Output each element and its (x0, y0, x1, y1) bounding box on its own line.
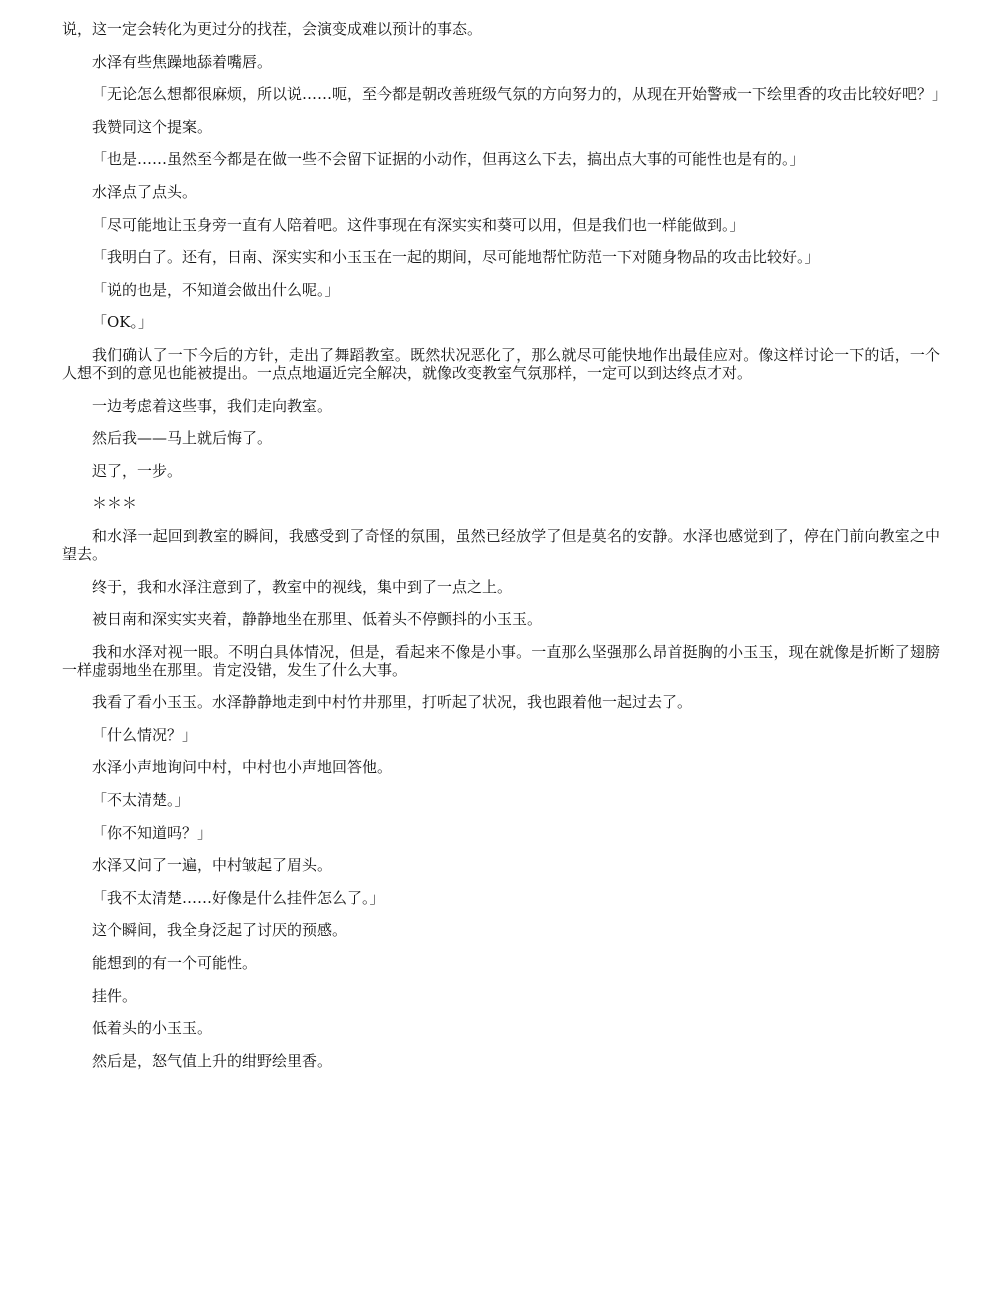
paragraph: 水泽小声地询问中村，中村也小声地回答他。 (92, 758, 393, 777)
paragraph: 「OK。」 (92, 313, 154, 332)
paragraph: 我赞同这个提案。 (92, 117, 213, 136)
paragraph: 和水泽一起回到教室的瞬间，我感受到了奇怪的氛围，虽然已经放学了但是莫名的安静。水泽也感觉到了，停在门前向教室之中望去。 (62, 526, 940, 563)
paragraph: 「无论怎么想都很麻烦，所以说……呃，至今都是朝改善班级气氛的方向努力的，从现在开始警戒一下绘里香的攻击比较好吧？」 (92, 85, 948, 104)
paragraph: 我们确认了一下今后的方针，走出了舞蹈教室。既然状况恶化了，那么就尽可能快地作出最佳应对。像这样讨论一下的话，一个人想不到的意见也能被提出。一点点地逼近完全解决，就像改变教室气氛那样，一定可以到达终点才对。 (62, 345, 940, 382)
paragraph: 「你不知道吗？」 (92, 823, 213, 842)
paragraph: 水泽有些焦躁地舔着嘴唇。 (92, 52, 273, 71)
paragraph: 「也是……虽然至今都是在做一些不会留下证据的小动作，但再这么下去，搞出点大事的可能性也是有的。」 (92, 150, 805, 169)
paragraph: 终于，我和水泽注意到了，教室中的视线，集中到了一点之上。 (92, 577, 513, 596)
paragraph: 然后我——马上就后悔了。 (92, 429, 273, 448)
paragraph: 然后是，怒气值上升的绀野绘里香。 (92, 1051, 333, 1070)
paragraph: 水泽点了点头。 (92, 182, 198, 201)
paragraph: 我和水泽对视一眼。不明白具体情况，但是，看起来不像是小事。一直那么坚强那么昂首挺胸的小玉玉，现在就像是折断了翅膀一样虚弱地坐在那里。肯定没错，发生了什么大事。 (62, 642, 940, 679)
paragraph: 「说的也是，不知道会做出什么呢。」 (92, 280, 340, 299)
paragraph: 被日南和深实实夹着，静静地坐在那里、低着头不停颤抖的小玉玉。 (92, 610, 543, 629)
section-break: ＊＊＊ (92, 494, 138, 513)
paragraph: 我看了看小玉玉。水泽静静地走到中村竹井那里，打听起了状况，我也跟着他一起过去了。 (92, 693, 693, 712)
paragraph: 低着头的小玉玉。 (92, 1019, 213, 1038)
paragraph: 「尽可能地让玉身旁一直有人陪着吧。这件事现在有深实实和葵可以用，但是我们也一样能做到。」 (92, 215, 745, 234)
paragraph: 迟了，一步。 (92, 461, 183, 480)
paragraph: 能想到的有一个可能性。 (92, 954, 258, 973)
paragraph: 这个瞬间，我全身泛起了讨厌的预感。 (92, 921, 348, 940)
paragraph: 说，这一定会转化为更过分的找茬，会演变成难以预计的事态。 (62, 20, 483, 38)
paragraph: 水泽又问了一遍，中村皱起了眉头。 (92, 856, 333, 875)
paragraph: 「我不太清楚……好像是什么挂件怎么了。」 (92, 888, 385, 907)
paragraph: 「我明白了。还有，日南、深实实和小玉玉在一起的期间，尽可能地帮忙防范一下对随身物品的攻击比较好。」 (92, 248, 820, 267)
paragraph: 「什么情况？」 (92, 725, 198, 744)
paragraph: 挂件。 (92, 986, 138, 1005)
paragraph: 「不太清楚。」 (92, 791, 190, 810)
paragraph: 一边考虑着这些事，我们走向教室。 (92, 396, 333, 415)
